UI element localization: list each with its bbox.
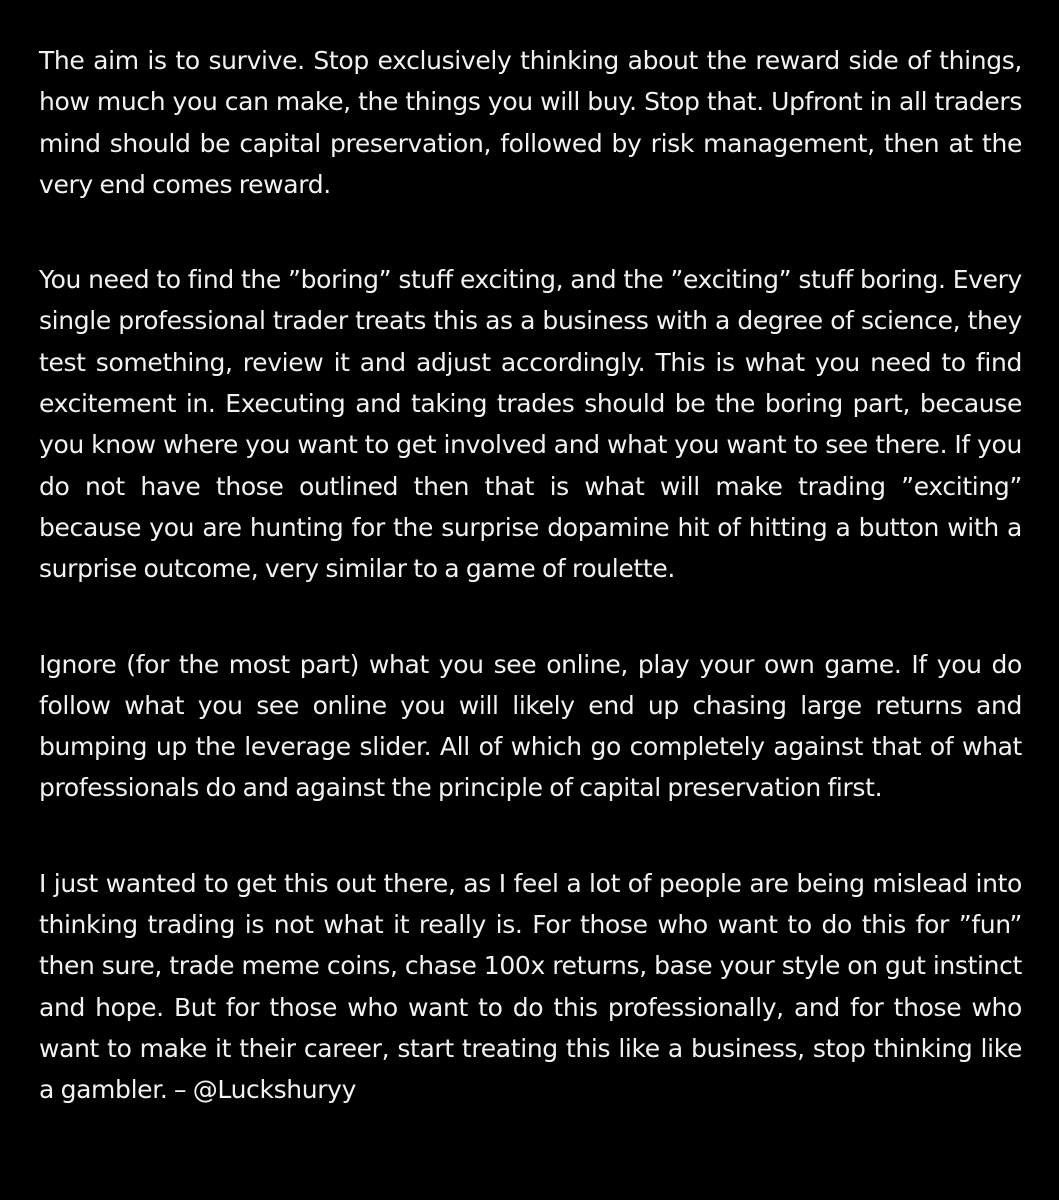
paragraph-boring-exciting: You need to find the ”boring” stuff exciting, and the ”exciting” stuff boring. Every single professional trader treats this as a business with a degree of science, they test something, review it and adjust accordingly. This is what you need to find excitement in. Executing and taking trades should be the boring part, because you know where you want to get involved and what you want to see there. If you do not have those outlined then that is what will make trading ”exciting” because you are hunting for the surprise dopamine hit of hitting a button with a surprise outcome, very similar to a game of roulette.	[39, 265, 1022, 584]
paragraph-survive: The aim is to survive. Stop exclusively thinking about the reward side of things, how much you can make, the things you will buy. Stop that. Upfront in all traders mind should be capital preservation, followed by risk management, then at the very end comes reward.	[39, 46, 1022, 199]
paragraph-conclusion: I just wanted to get this out there, as I feel a lot of people are being mislead into thinking trading is not what it really is. For those who want to do this for ”fun” then sure, trade meme coins, chase 100x returns, base your style on gut instinct and hope. But for those who want to do this professionally, and for those who want to make it their career, start treating this like a business, stop thinking like a gambler. – @Luckshuryy	[39, 868, 1022, 1105]
article-body	[39, 40, 1022, 1111]
paragraph-ignore-online: Ignore (for the most part) what you see online, play your own game. If you do follow what you see online you will likely end up chasing large returns and bumping up the leverage slider. All of which go completely against that of what professionals do and against the principle of capital preservation first.	[39, 649, 1022, 803]
